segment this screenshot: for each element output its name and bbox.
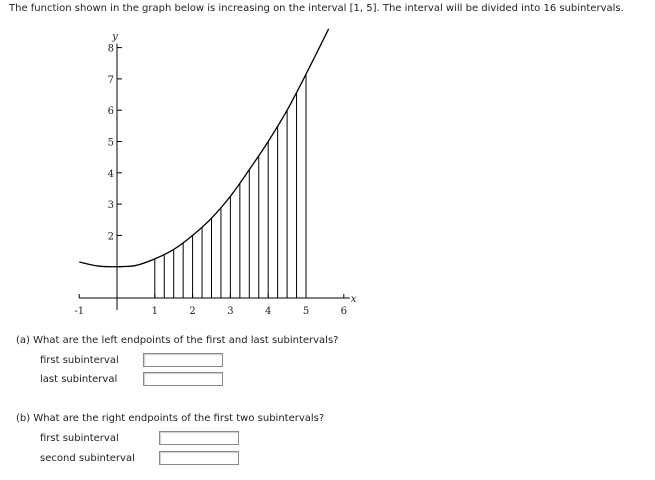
x-tick-label: 4 xyxy=(265,306,272,317)
x-tick-label: -1 xyxy=(74,306,85,317)
part-b-second-input[interactable] xyxy=(159,451,239,465)
subinterval-lines xyxy=(155,74,306,298)
question-b: (b) What are the right endpoints of the first two subintervals? xyxy=(16,413,325,424)
y-tick-label: 8 xyxy=(107,43,114,55)
part-a-first-label: first subinterval xyxy=(40,355,119,366)
part-b-first-label: first subinterval xyxy=(40,433,119,444)
y-tick-label: 2 xyxy=(107,231,114,243)
question-a: (a) What are the left endpoints of the first and last subintervals? xyxy=(16,335,339,346)
x-tick-label: 1 xyxy=(151,306,158,317)
x-tick-label: 5 xyxy=(302,306,310,317)
part-b-second-label: second subinterval xyxy=(40,453,135,464)
x-tick-label: 6 xyxy=(340,306,347,317)
x-axis-label: x xyxy=(350,294,357,305)
part-a-last-input[interactable] xyxy=(143,372,223,386)
y-tick-label: 5 xyxy=(107,137,114,149)
problem-intro: The function shown in the graph below is increasing on the interval [1, 5]. The interval will be divided into 16 subintervals. xyxy=(9,3,624,14)
x-tick-label: 3 xyxy=(227,306,234,317)
y-tick-label: 6 xyxy=(107,106,114,118)
part-a-first-input[interactable] xyxy=(143,353,223,367)
part-a-last-label: last subinterval xyxy=(40,374,118,385)
y-axis-label: y xyxy=(112,31,118,43)
part-b-first-input[interactable] xyxy=(159,431,239,445)
x-tick-label: 2 xyxy=(189,306,196,317)
y-tick-label: 4 xyxy=(107,168,114,180)
y-tick-label: 7 xyxy=(107,74,114,86)
axes xyxy=(79,44,350,310)
y-tick-label: 3 xyxy=(107,200,114,212)
